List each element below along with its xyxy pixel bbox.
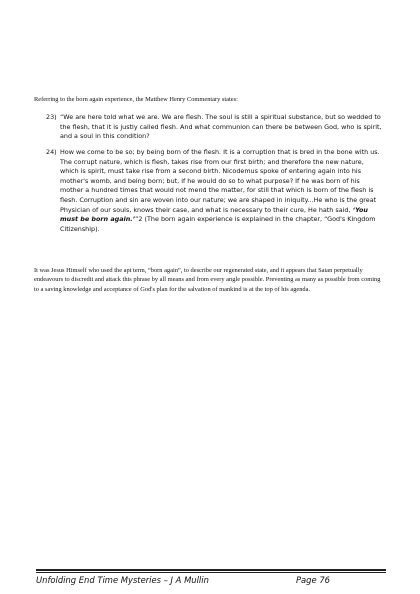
quote-text-before: How we come to be so; by being born of the flesh. It is a corruption that is bred in the bone with us. The corrupt nature, which is flesh, takes rise from our first birth; and therefore the new nature, which is spirit, must take rise from a second birth. Nicodemus spoke of entering again into his mother's womb, and being born; but, if he would do so to what purpose? If he was born of his mother a hundred times that would not mend the matter, for still that which is born of the flesh is flesh. Corruption and sin are woven into our nature; we are shaped in iniquity...He who is the great Physician of our souls, knows their case, and what is necessary to their cure, He hath said,	[60, 148, 380, 214]
footer-rule-thick	[36, 569, 386, 571]
footer-rule-thin	[36, 572, 386, 573]
intro-text: Referring to the born again experience, the Matthew Henry Commentary states:	[34, 96, 238, 103]
quote-text-after: ”2 (The born again experience is explained in the chapter, “God's Kingdom Citizenship).	[60, 215, 376, 233]
body-paragraph: It was Jesus Himself who used the apt term, “born again”, to describe our regenerated state, and it appears that Satan perpetually endeavours to discredit and attack this phrase by all means and from every angle possible. Preventing as many as possible from coming to a saving knowledge and acceptance of God's plan for the salvation of mankind is at the top of his agenda.	[34, 267, 381, 293]
quote-emphasis: ‘You must be born again.’	[60, 205, 368, 224]
quote-number: 23)	[46, 113, 57, 121]
quote-number: 24)	[46, 148, 57, 156]
page-number: Page 76	[296, 575, 330, 585]
quote-24	[46, 148, 384, 234]
quote-23	[46, 113, 384, 142]
footer-title: Unfolding End Time Mysteries – J A Mullin	[36, 575, 209, 585]
quote-text: “We are here told what we are. We are flesh. The soul is still a spiritual substance, but so wedded to the flesh, that it is justly called flesh. And what communion can there be between God, who is spirit, and a soul in this condition?	[60, 113, 382, 141]
